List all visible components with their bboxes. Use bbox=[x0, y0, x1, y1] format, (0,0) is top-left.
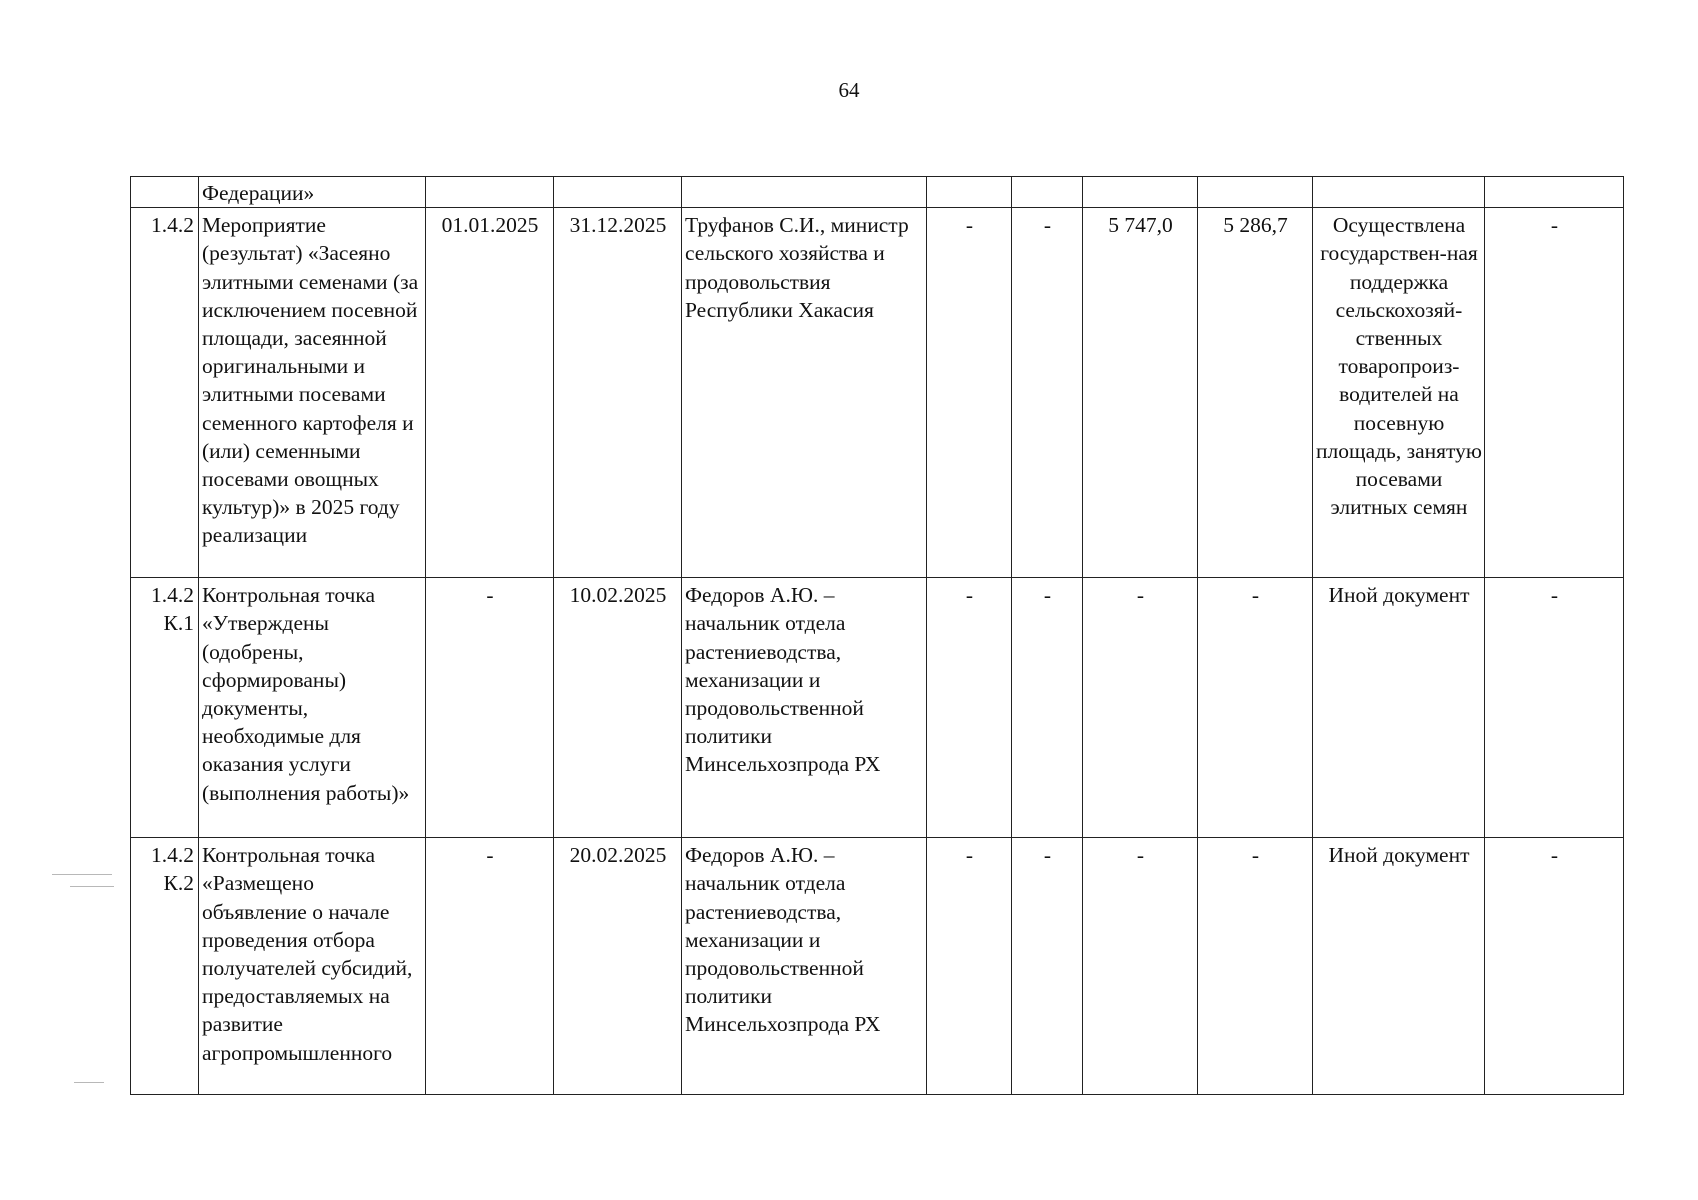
last-cell: - bbox=[1485, 838, 1624, 1095]
value-cell-4: - bbox=[1198, 578, 1313, 838]
table-cell bbox=[1313, 177, 1485, 208]
measure-name: Контрольная точка «Размещено объявление о начале проведения отбора получателей субсидий, предоставляемых на развитие агропромышленного bbox=[199, 838, 426, 1095]
table-cell bbox=[927, 177, 1012, 208]
value-cell-2: - bbox=[1012, 838, 1083, 1095]
start-date: - bbox=[426, 578, 554, 838]
end-date: 20.02.2025 bbox=[554, 838, 682, 1095]
responsible-person: Труфанов С.И., министр сельского хозяйства и продовольствия Республики Хакасия bbox=[682, 208, 927, 578]
measures-table bbox=[130, 176, 1624, 1095]
end-date: 10.02.2025 bbox=[554, 578, 682, 838]
table-cell bbox=[1083, 177, 1198, 208]
last-cell: - bbox=[1485, 208, 1624, 578]
value-cell-3: 5 747,0 bbox=[1083, 208, 1198, 578]
responsible-person: Федоров А.Ю. – начальник отдела растениеводства, механизации и продовольственной политики Минсельхозпрода РХ bbox=[682, 838, 927, 1095]
value-cell-4: - bbox=[1198, 838, 1313, 1095]
row-number: 1.4.2 К.1 bbox=[131, 578, 199, 838]
result-description: Иной документ bbox=[1313, 838, 1485, 1095]
value-cell-1: - bbox=[927, 578, 1012, 838]
table-cell bbox=[1198, 177, 1313, 208]
table-cell bbox=[426, 177, 554, 208]
scan-artifact bbox=[70, 886, 114, 887]
responsible-person: Федоров А.Ю. – начальник отдела растениеводства, механизации и продовольственной политики Минсельхозпрода РХ bbox=[682, 578, 927, 838]
measure-name: Мероприятие (результат) «Засеяно элитными семенами (за исключением посевной площади, засеянной оригинальными и элитными посевами семенного картофеля и (или) семенными посевами овощных культур)» в 2025 году реализации bbox=[199, 208, 426, 578]
result-description: Осуществлена государствен-ная поддержка сельскохозяй-ственных товаропроиз-водителей на посевную площадь, занятую посевами элитных семян bbox=[1313, 208, 1485, 578]
value-cell-1: - bbox=[927, 838, 1012, 1095]
last-cell: - bbox=[1485, 578, 1624, 838]
row-number: 1.4.2 bbox=[131, 208, 199, 578]
scan-artifact bbox=[52, 874, 112, 875]
continuation-name-cell: Федерации» bbox=[199, 177, 426, 208]
table-row bbox=[131, 838, 1624, 1095]
value-cell-2: - bbox=[1012, 208, 1083, 578]
table-cell bbox=[1012, 177, 1083, 208]
table-cell bbox=[682, 177, 927, 208]
end-date: 31.12.2025 bbox=[554, 208, 682, 578]
start-date: 01.01.2025 bbox=[426, 208, 554, 578]
page-number: 64 bbox=[838, 78, 860, 102]
value-cell-4: 5 286,7 bbox=[1198, 208, 1313, 578]
row-number: 1.4.2 К.2 bbox=[131, 838, 199, 1095]
table-row bbox=[131, 578, 1624, 838]
value-cell-3: - bbox=[1083, 578, 1198, 838]
table-row bbox=[131, 208, 1624, 578]
scan-artifact bbox=[74, 1082, 104, 1083]
value-cell-1: - bbox=[927, 208, 1012, 578]
measure-name: Контрольная точка «Утверждены (одобрены, сформированы) документы, необходимые для оказания услуги (выполнения работы)» bbox=[199, 578, 426, 838]
value-cell-2: - bbox=[1012, 578, 1083, 838]
start-date: - bbox=[426, 838, 554, 1095]
result-description: Иной документ bbox=[1313, 578, 1485, 838]
continuation-row bbox=[131, 177, 1624, 208]
value-cell-3: - bbox=[1083, 838, 1198, 1095]
table-cell bbox=[554, 177, 682, 208]
table-cell bbox=[1485, 177, 1624, 208]
table-cell bbox=[131, 177, 199, 208]
